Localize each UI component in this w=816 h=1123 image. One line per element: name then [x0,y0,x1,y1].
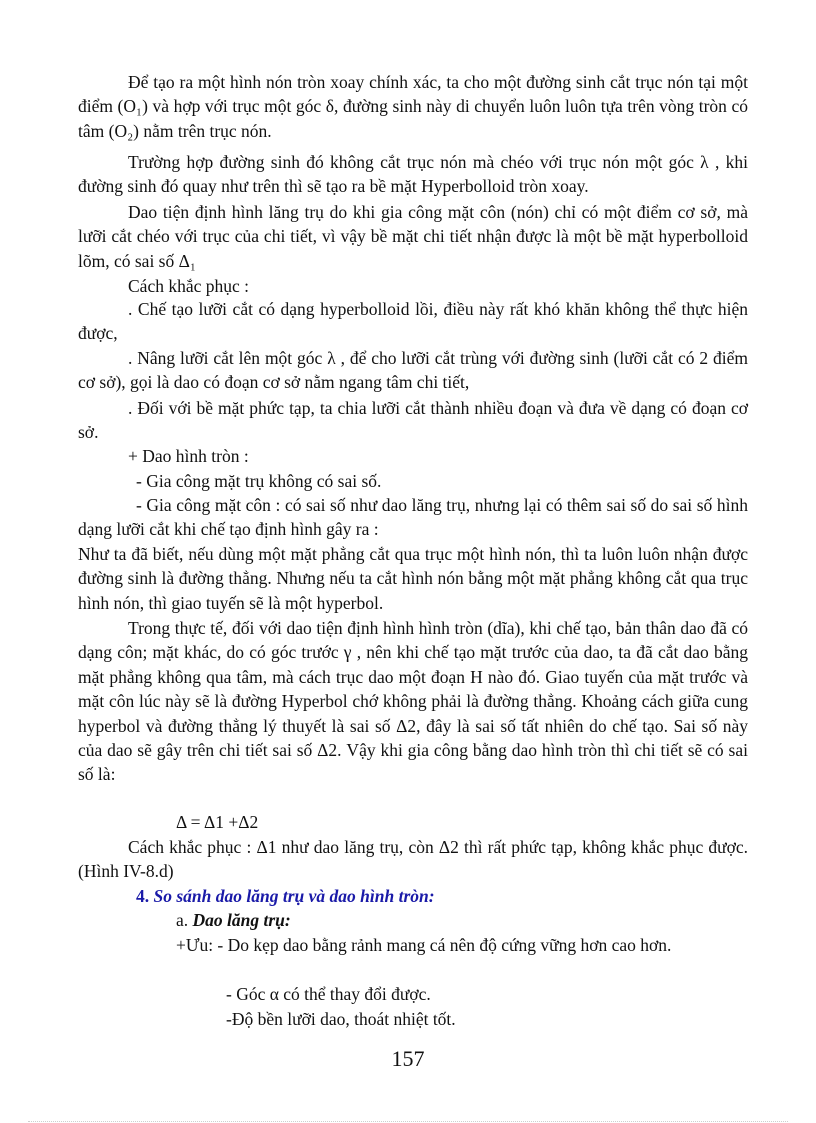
footer-divider [28,1121,788,1122]
paragraph-5: . Chế tạo lưỡi cắt có dạng hyperbolloid lồi, điều này rất khó khăn không thể thực hiện được, [78,299,748,344]
paragraph-10: - Gia công mặt côn : có sai số như dao lăng trụ, nhưng lại có thêm sai số do sai số hình dạng lưỡi cắt khi chế tạo định hình gây ra : [78,495,748,540]
subsection-prefix: a. [176,910,193,930]
subsection-title: Dao lăng trụ: [192,910,291,930]
paragraph-11: Như ta đã biết, nếu dùng một mặt phẳng cắt qua trục một hình nón, thì ta luôn luôn nhận được đường sinh là đường thẳng. Nhưng nếu ta cắt hình nón bằng một mặt phẳng không cắt qua trục hình nón, thì giao tuyến sẽ là một hyperbol. [78,544,748,613]
paragraph-13: Cách khắc phục : Δ1 như dao lăng trụ, còn Δ2 thì rất phức tạp, không khắc phục được. (Hình IV-8.d) [78,837,748,882]
section-heading [136,884,435,908]
paragraph-2: Trường hợp đường sinh đó không cắt trục nón mà chéo với trục nón một góc λ , khi đường sinh đó quay như trên thì sẽ tạo ra bề mặt Hyperbolloid tròn xoay. [78,152,748,197]
section-number: 4. [136,886,150,906]
paragraph-8: + Dao hình tròn : [128,446,249,466]
paragraph-3: Dao tiện định hình lăng trụ do khi gia công mặt côn (nón) chỉ có một điểm cơ sở, mà lưỡi cắt chéo với trục của chi tiết, vì vậy bề mặt chi tiết nhận được là một bề mặt hyperbolloid lõm, có sai số Δ₁ [78,202,748,271]
formula: Δ = Δ1 +Δ2 [176,812,259,832]
paragraph-1: Để tạo ra một hình nón tròn xoay chính xác, ta cho một đường sinh cắt trục nón tại một điểm (O₁) và hợp với trục một góc δ, đường sinh này di chuyển luôn luôn tựa trên vòng tròn có tâm (O₂) nằm trên trục nón. [78,72,748,141]
paragraph-12: Trong thực tế, đối với dao tiện định hình hình tròn (dĩa), khi chế tạo, bản thân dao đã có dạng côn; mặt khác, do có góc trước γ , nên khi chế tạo mặt trước của dao, ta đã cắt dao bằng mặt phẳng không qua tâm, mà cách trục dao một đoạn H nào đó. Giao tuyến của mặt trước và mặt côn lúc này sẽ là đường Hyperbol chớ không phải là đường thẳng. Khoảng cách giữa cung hyperbol và đường thẳng lý thuyết là sai số Δ2, đây là sai số tất nhiên do chế tạo. Sai số này của dao sẽ gây trên chi tiết sai số Δ2. Vậy khi gia công bằng dao hình tròn thì chi tiết sẽ có sai số là: [78,618,748,785]
section-title: So sánh dao lăng trụ và dao hình tròn: [149,886,435,906]
page-number: 157 [391,1046,425,1071]
advantages-item-2: - Góc α có thể thay đổi được. [226,984,431,1004]
paragraph-9: - Gia công mặt trụ không có sai số. [136,471,382,491]
advantages-item-3: -Độ bền lưỡi dao, thoát nhiệt tốt. [226,1009,456,1029]
paragraph-4: Cách khắc phục : [128,276,249,296]
advantages-line-1: +Ưu: - Do kẹp dao bằng rảnh mang cá nên độ cứng vững hơn cao hơn. [176,935,672,955]
paragraph-7: . Đối với bề mặt phức tạp, ta chia lưỡi cắt thành nhiều đoạn và đưa về dạng có đoạn cơ sở. [78,398,748,443]
paragraph-6: . Nâng lưỡi cắt lên một góc λ , để cho lưỡi cắt trùng với đường sinh (lưỡi cắt có 2 điểm cơ sở), gọi là dao có đoạn cơ sở nằm ngang tâm chi tiết, [78,348,748,393]
subsection-heading [176,908,291,932]
